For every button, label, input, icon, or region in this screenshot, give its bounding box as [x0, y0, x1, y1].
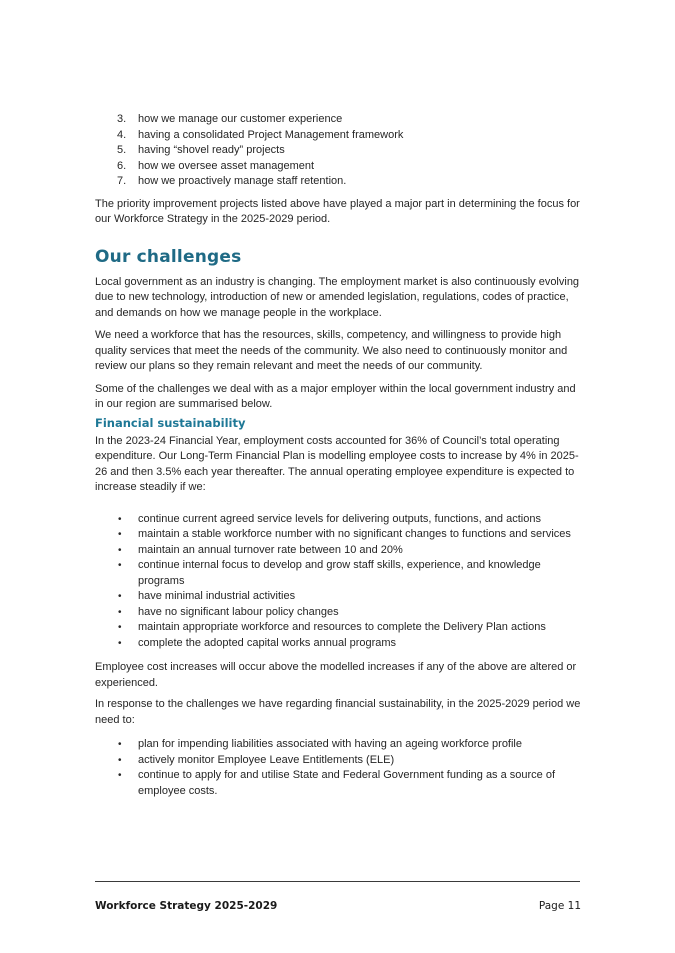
- list-item: [95, 768, 581, 799]
- paragraph-challenges-summary: Some of the challenges we deal with as a major employer within the local government industry and in our region are summarised below.: [95, 382, 576, 410]
- bullet-marker: •: [118, 529, 122, 540]
- list-item-text: maintain an annual turnover rate between 10 and 20%: [138, 543, 403, 556]
- list-number: 7.: [117, 175, 127, 187]
- response-actions-bullet-list: [95, 737, 581, 799]
- list-item-text: how we proactively manage staff retention.: [138, 175, 347, 187]
- list-item-text: actively monitor Employee Leave Entitlements (ELE): [138, 753, 395, 766]
- list-item: [95, 620, 581, 636]
- list-item: [95, 174, 581, 190]
- list-item-text: have no significant labour policy changes: [138, 605, 339, 618]
- section-heading-our-challenges: Our challenges: [95, 246, 242, 267]
- list-item-text: continue internal focus to develop and grow staff skills, experience, and knowledge programs: [138, 559, 541, 587]
- list-item-text: complete the adopted capital works annual programs: [138, 636, 397, 649]
- list-item-text: having “shovel ready” projects: [138, 144, 285, 156]
- bullet-marker: •: [118, 591, 122, 602]
- list-item: [95, 605, 581, 621]
- subheading-financial-sustainability: Financial sustainability: [95, 415, 246, 430]
- list-item: [95, 159, 581, 175]
- footer-divider: [95, 881, 580, 882]
- financial-conditions-bullet-list: [95, 512, 581, 652]
- bullet-marker: •: [118, 560, 122, 571]
- footer-page-number: Page 11: [538, 900, 581, 912]
- list-item-text: how we manage our customer experience: [138, 113, 343, 125]
- list-item-text: maintain a stable workforce number with no significant changes to functions and services: [138, 528, 571, 540]
- list-item-text: having a consolidated Project Management framework: [138, 128, 404, 141]
- list-item: [95, 112, 581, 128]
- list-item-text: continue to apply for and utilise State and Federal Government funding as a source of employee costs.: [138, 769, 556, 797]
- list-item: [95, 512, 581, 528]
- list-item: [95, 558, 581, 589]
- paragraph-priority-projects: The priority improvement projects listed above have played a major part in determining the focus for our Workforce Strategy in the 2025-2029 period.: [95, 197, 580, 225]
- list-item: [95, 589, 581, 605]
- list-item: [95, 527, 581, 543]
- paragraph-industry-changing: Local government as an industry is changing. The employment market is also continuously evolving due to new technology, introduction of new or amended legislation, regulations, codes of practice, and demands on how we manage people in the workplace.: [95, 275, 580, 319]
- list-number: 4.: [117, 128, 127, 141]
- bullet-marker: •: [118, 739, 122, 750]
- bullet-marker: •: [118, 637, 122, 649]
- footer-document-title: Workforce Strategy 2025-2029: [95, 900, 278, 912]
- list-item: [95, 636, 581, 652]
- list-item: [95, 543, 581, 559]
- paragraph-workforce-needs: We need a workforce that has the resources, skills, competency, and willingness to provide high quality services that meet the needs of the community. We also need to continuously monitor and review our plans so they remain relevant and meet the needs of our community.: [95, 329, 568, 372]
- page-content: [95, 112, 581, 799]
- bullet-marker: •: [118, 544, 122, 556]
- list-number: 5.: [117, 144, 127, 156]
- list-item: [95, 128, 581, 144]
- paragraph-response-intro: In response to the challenges we have regarding financial sustainability, in the 2025-2029 period we need to:: [95, 698, 581, 726]
- bullet-marker: •: [118, 513, 122, 525]
- list-item-text: continue current agreed service levels for delivering outputs, functions, and actions: [138, 512, 541, 525]
- page-footer: [95, 899, 581, 915]
- list-item-text: have minimal industrial activities: [138, 590, 296, 602]
- list-item: [95, 143, 581, 159]
- bullet-marker: •: [118, 754, 122, 766]
- priority-projects-numbered-list: [95, 112, 581, 190]
- list-number: 3.: [117, 113, 127, 125]
- list-item: [95, 753, 581, 769]
- bullet-marker: •: [118, 622, 122, 633]
- list-item-text: maintain appropriate workforce and resources to complete the Delivery Plan actions: [138, 621, 546, 633]
- list-number: 6.: [117, 159, 127, 172]
- paragraph-employee-cost: Employee cost increases will occur above the modelled increases if any of the above are altered or experienced.: [95, 661, 577, 689]
- bullet-marker: •: [118, 770, 122, 781]
- bullet-marker: •: [118, 606, 122, 618]
- list-item-text: how we oversee asset management: [138, 159, 315, 172]
- list-item: [95, 737, 581, 753]
- paragraph-financial-year: In the 2023-24 Financial Year, employment costs accounted for 36% of Council’s total operating expenditure. Our Long-Term Financial Plan is modelling employee costs to increase by 4% in 2025-26 and then 3.5% each year thereafter. The annual operating employee expenditure is expected to increase steadily if we:: [95, 434, 579, 493]
- list-item-text: plan for impending liabilities associated with having an ageing workforce profile: [138, 738, 522, 750]
